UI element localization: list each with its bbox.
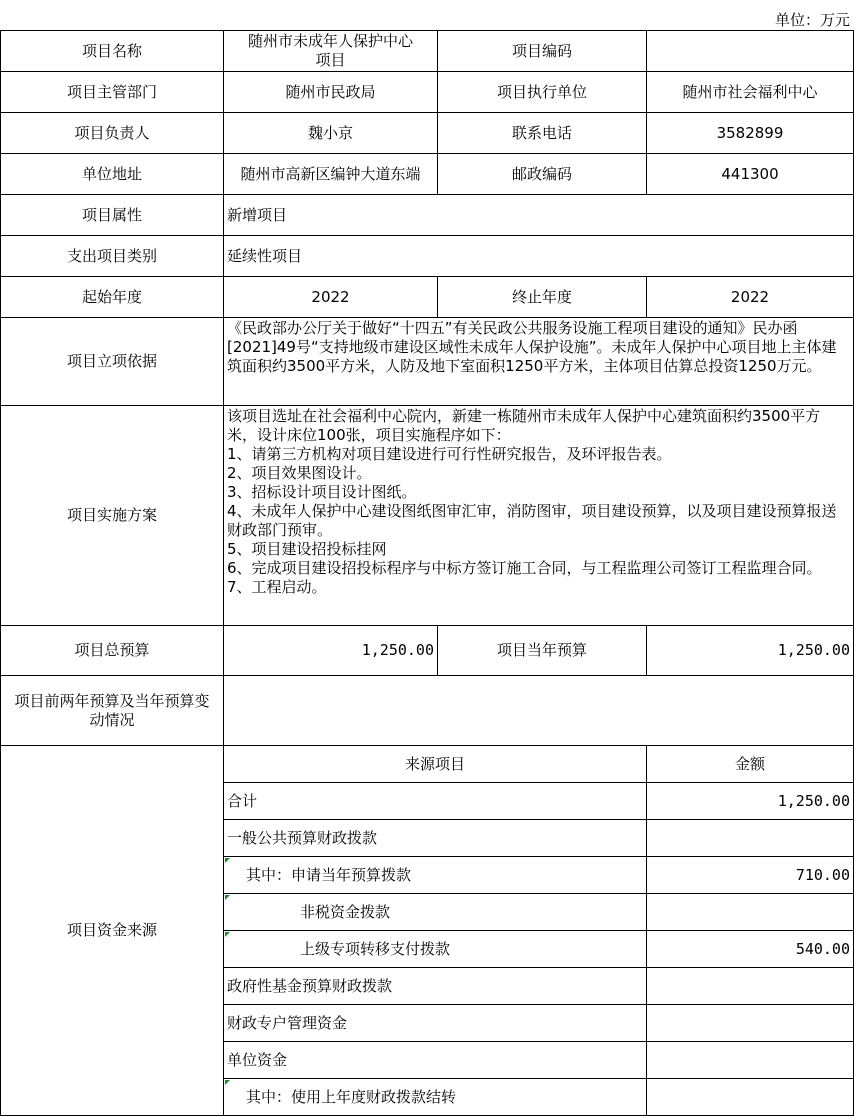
funding-row-name: 财政专户管理资金 (224, 1005, 647, 1042)
leader-label: 项目负责人 (1, 113, 224, 154)
funding-row-name: 合计 (224, 783, 647, 820)
funding-row-name: 上级专项转移支付拨款 (224, 931, 647, 968)
funding-row-name: 非税资金拨款 (224, 894, 647, 931)
postcode-label: 邮政编码 (438, 154, 647, 195)
year-budget-label: 项目当年预算 (438, 626, 647, 676)
dept-value: 随州市民政局 (224, 72, 438, 113)
row-project-name (1, 31, 854, 72)
funding-row-amount (647, 820, 854, 857)
start-year-label: 起始年度 (1, 277, 224, 318)
funding-row-amount (647, 1005, 854, 1042)
funding-row-name: 其中：申请当年预算拨款 (224, 857, 647, 894)
funding-row-amount (647, 894, 854, 931)
funding-header-row (1, 746, 854, 783)
row-dept (1, 72, 854, 113)
project-info-table (0, 30, 854, 1116)
funding-row-amount: 540.00 (647, 931, 854, 968)
funding-row-amount (647, 968, 854, 1005)
change-label: 项目前两年预算及当年预算变动情况 (1, 676, 224, 746)
basis-text: 《民政部办公厅关于做好“十四五”有关民政公共服务设施工程项目建设的通知》民办函[2021]49号“支持地级市建设区域性未成年人保护设施”。未成年人保护中心项目地上主体建筑面积约3500平方米，人防及地下室面积1250平方米，主体项目估算总投资1250万元。 (224, 318, 854, 406)
funding-row-name: 单位资金 (224, 1042, 647, 1079)
address-value: 随州市高新区编钟大道东端 (224, 154, 438, 195)
plan-line: 5、项目建设招投标挂网 (227, 540, 387, 558)
plan-line: 6、完成项目建设招投标程序与中标方签订施工合同，与工程监理公司签订工程监理合同。 (227, 559, 822, 577)
row-category (1, 236, 854, 277)
plan-line: 2、项目效果图设计。 (227, 464, 372, 482)
project-code-label: 项目编码 (438, 31, 647, 72)
category-value: 延续性项目 (224, 236, 854, 277)
project-name-label: 项目名称 (1, 31, 224, 72)
plan-line: 该项目选址在社会福利中心院内，新建一栋随州市未成年人保护中心建筑面积约3500平方米，设计床位100张，项目实施程序如下： (227, 407, 821, 444)
row-basis (1, 318, 854, 406)
total-budget-value: 1,250.00 (224, 626, 438, 676)
funding-row-name: 一般公共预算财政拨款 (224, 820, 647, 857)
phone-value: 3582899 (647, 113, 854, 154)
project-name-value: 随州市未成年人保护中心项目 (224, 31, 438, 72)
postcode-value: 441300 (647, 154, 854, 195)
start-year-value: 2022 (224, 277, 438, 318)
year-budget-value: 1,250.00 (647, 626, 854, 676)
end-year-value: 2022 (647, 277, 854, 318)
funding-row-amount (647, 1079, 854, 1116)
row-years (1, 277, 854, 318)
row-plan (1, 406, 854, 626)
basis-label: 项目立项依据 (1, 318, 224, 406)
funding-label: 项目资金来源 (1, 746, 224, 1116)
plan-line: 3、招标设计项目设计图纸。 (227, 483, 417, 501)
funding-row-name: 政府性基金预算财政拨款 (224, 968, 647, 1005)
row-address (1, 154, 854, 195)
leader-value: 魏小京 (224, 113, 438, 154)
funding-col-amount: 金额 (647, 746, 854, 783)
row-leader (1, 113, 854, 154)
funding-row-amount (647, 1042, 854, 1079)
plan-line: 7、工程启动。 (227, 578, 327, 596)
dept-label: 项目主管部门 (1, 72, 224, 113)
plan-line: 4、未成年人保护中心建设图纸图审汇审，消防图审，项目建设预算，以及项目建设预算报送财政部门预审。 (227, 502, 837, 539)
phone-label: 联系电话 (438, 113, 647, 154)
funding-row-amount: 710.00 (647, 857, 854, 894)
category-label: 支出项目类别 (1, 236, 224, 277)
exec-unit-value: 随州市社会福利中心 (647, 72, 854, 113)
attribute-label: 项目属性 (1, 195, 224, 236)
change-value (224, 676, 854, 746)
attribute-value: 新增项目 (224, 195, 854, 236)
unit-label: 单位：万元 (774, 11, 850, 29)
plan-text (224, 406, 854, 626)
funding-row-amount: 1,250.00 (647, 783, 854, 820)
funding-col-source: 来源项目 (224, 746, 647, 783)
address-label: 单位地址 (1, 154, 224, 195)
total-budget-label: 项目总预算 (1, 626, 224, 676)
plan-line: 1、请第三方机构对项目建设进行可行性研究报告，及环评报告表。 (227, 445, 672, 463)
row-budget (1, 626, 854, 676)
end-year-label: 终止年度 (438, 277, 647, 318)
plan-label: 项目实施方案 (1, 406, 224, 626)
row-attribute (1, 195, 854, 236)
project-code-value (647, 31, 854, 72)
exec-unit-label: 项目执行单位 (438, 72, 647, 113)
row-change (1, 676, 854, 746)
funding-row-name: 其中：使用上年度财政拨款结转 (224, 1079, 647, 1116)
